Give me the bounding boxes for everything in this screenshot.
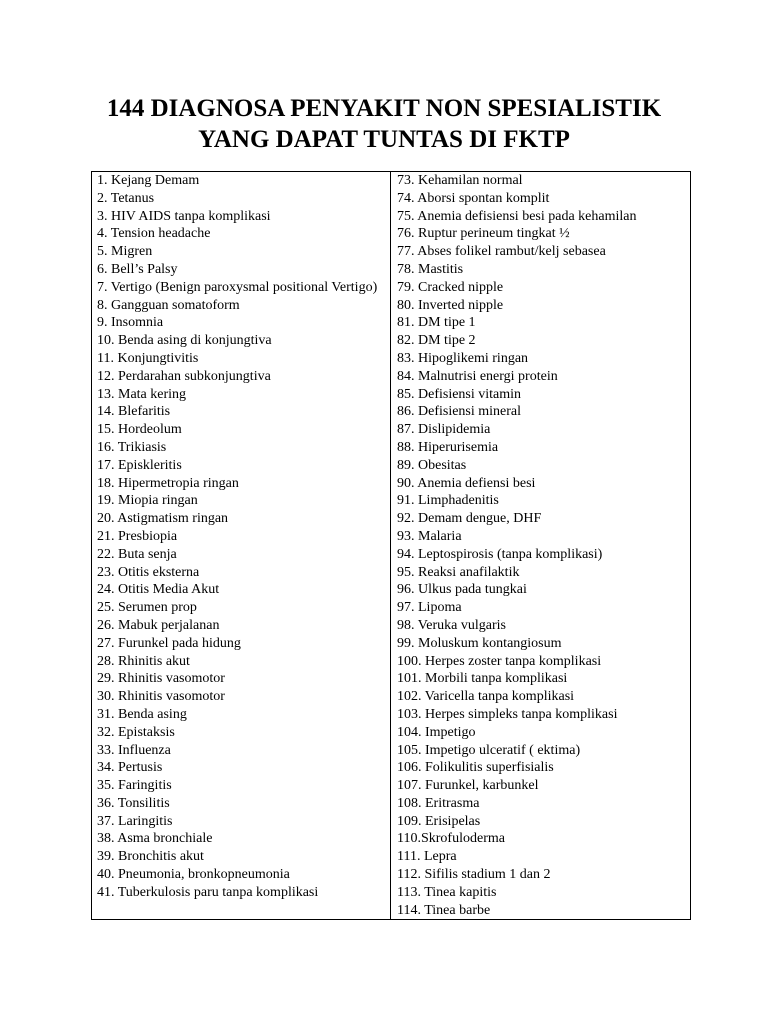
list-item: 6. Bell’s Palsy xyxy=(97,261,178,277)
list-item: 29. Rhinitis vasomotor xyxy=(97,671,225,687)
list-item: 98. Veruka vulgaris xyxy=(397,617,506,633)
list-item: 8. Gangguan somatoform xyxy=(97,297,240,313)
list-item: 26. Mabuk perjalanan xyxy=(97,617,220,633)
list-item: 76. Ruptur perineum tingkat ½ xyxy=(397,226,570,242)
list-item: 12. Perdarahan subkonjungtiva xyxy=(97,368,271,384)
list-item: 19. Miopia ringan xyxy=(97,493,198,509)
list-item: 37. Laringitis xyxy=(97,813,173,829)
list-item: 88. Hiperurisemia xyxy=(397,439,499,455)
page-title-line-2: YANG DAPAT TUNTAS DI FKTP xyxy=(198,126,570,153)
list-item: 96. Ulkus pada tungkai xyxy=(397,582,527,598)
list-item: 78. Mastitis xyxy=(397,261,464,277)
list-item: 36. Tonsilitis xyxy=(97,795,170,811)
list-item: 2. Tetanus xyxy=(97,190,155,206)
list-item: 77. Abses folikel rambut/kelj sebasea xyxy=(397,244,606,260)
list-item: 104. Impetigo xyxy=(397,724,476,740)
list-item: 30. Rhinitis vasomotor xyxy=(97,689,225,705)
list-item: 112. Sifilis stadium 1 dan 2 xyxy=(397,867,551,883)
list-item: 111. Lepra xyxy=(397,849,457,865)
list-item: 97. Lipoma xyxy=(397,600,462,616)
list-item: 32. Epistaksis xyxy=(97,724,175,740)
list-item: 24. Otitis Media Akut xyxy=(97,582,220,598)
list-item: 34. Pertusis xyxy=(97,760,163,776)
list-item: 101. Morbili tanpa komplikasi xyxy=(397,671,568,687)
page-title-line-1: 144 DIAGNOSA PENYAKIT NON SPESIALISTIK xyxy=(106,95,662,122)
list-item: 5. Migren xyxy=(97,244,153,260)
list-item: 109. Erisipelas xyxy=(397,813,481,829)
list-item: 21. Presbiopia xyxy=(97,528,178,544)
list-item: 84. Malnutrisi energi protein xyxy=(397,368,558,384)
list-item: 86. Defisiensi mineral xyxy=(397,404,522,420)
list-item: 100. Herpes zoster tanpa komplikasi xyxy=(397,653,602,669)
list-item: 14. Blefaritis xyxy=(97,404,171,420)
list-item: 1. Kejang Demam xyxy=(97,173,200,188)
list-item: 15. Hordeolum xyxy=(97,422,182,438)
list-item: 79. Cracked nipple xyxy=(397,279,504,295)
list-item: 22. Buta senja xyxy=(97,546,177,562)
list-item: 39. Bronchitis akut xyxy=(97,849,204,865)
list-item: 33. Influenza xyxy=(97,742,171,758)
list-item: 87. Dislipidemia xyxy=(397,422,491,438)
column-divider xyxy=(390,171,391,920)
list-item: 27. Furunkel pada hidung xyxy=(97,635,241,651)
list-item: 108. Eritrasma xyxy=(397,795,480,811)
list-item: 113. Tinea kapitis xyxy=(397,884,497,900)
list-item: 4. Tension headache xyxy=(97,226,211,242)
list-item: 23. Otitis eksterna xyxy=(97,564,200,580)
list-item: 20. Astigmatism ringan xyxy=(97,511,229,527)
list-item: 17. Episkleritis xyxy=(97,457,182,473)
list-item: 38. Asma bronchiale xyxy=(97,831,213,847)
page-title xyxy=(0,93,768,155)
list-item: 81. DM tipe 1 xyxy=(397,315,476,331)
list-item: 114. Tinea barbe xyxy=(397,902,491,918)
list-item: 105. Impetigo ulceratif ( ektima) xyxy=(397,742,581,758)
list-item: 93. Malaria xyxy=(397,528,462,544)
list-item: 13. Mata kering xyxy=(97,386,187,402)
list-item: 95. Reaksi anafilaktik xyxy=(397,564,520,580)
list-item: 75. Anemia defisiensi besi pada kehamilan xyxy=(397,208,637,224)
list-item: 99. Moluskum kontangiosum xyxy=(397,635,562,651)
list-item: 89. Obesitas xyxy=(397,457,467,473)
list-item: 102. Varicella tanpa komplikasi xyxy=(397,689,575,705)
list-item: 107. Furunkel, karbunkel xyxy=(397,778,539,794)
list-item: 106. Folikulitis superfisialis xyxy=(397,760,554,776)
list-item: 82. DM tipe 2 xyxy=(397,333,476,349)
list-item: 40. Pneumonia, bronkopneumonia xyxy=(97,867,290,883)
list-item: 16. Trikiasis xyxy=(97,439,167,455)
list-item: 41. Tuberkulosis paru tanpa komplikasi xyxy=(97,884,319,900)
list-item: 11. Konjungtivitis xyxy=(97,350,199,366)
list-item: 92. Demam dengue, DHF xyxy=(397,511,542,527)
list-item: 90. Anemia defiensi besi xyxy=(397,475,536,491)
list-item: 31. Benda asing xyxy=(97,706,187,722)
list-item: 83. Hipoglikemi ringan xyxy=(397,350,529,366)
list-item: 73. Kehamilan normal xyxy=(397,173,523,188)
list-item: 25. Serumen prop xyxy=(97,600,197,616)
list-item: 80. Inverted nipple xyxy=(397,297,504,313)
list-item: 85. Defisiensi vitamin xyxy=(397,386,522,402)
list-item: 91. Limphadenitis xyxy=(397,493,499,509)
list-item: 3. HIV AIDS tanpa komplikasi xyxy=(97,208,271,224)
list-item: 35. Faringitis xyxy=(97,778,172,794)
diagnosis-list-right xyxy=(397,172,687,919)
list-item: 74. Aborsi spontan komplit xyxy=(397,190,550,206)
diagnosis-list-left xyxy=(97,172,385,902)
list-item: 10. Benda asing di konjungtiva xyxy=(97,333,272,349)
list-item: 110.Skrofuloderma xyxy=(397,831,505,847)
list-item: 28. Rhinitis akut xyxy=(97,653,190,669)
list-item: 18. Hipermetropia ringan xyxy=(97,475,239,491)
list-item: 7. Vertigo (Benign paroxysmal positional Vertigo) xyxy=(97,279,378,295)
list-item: 94. Leptospirosis (tanpa komplikasi) xyxy=(397,546,603,562)
list-item: 9. Insomnia xyxy=(97,315,164,331)
list-item: 103. Herpes simpleks tanpa komplikasi xyxy=(397,706,618,722)
